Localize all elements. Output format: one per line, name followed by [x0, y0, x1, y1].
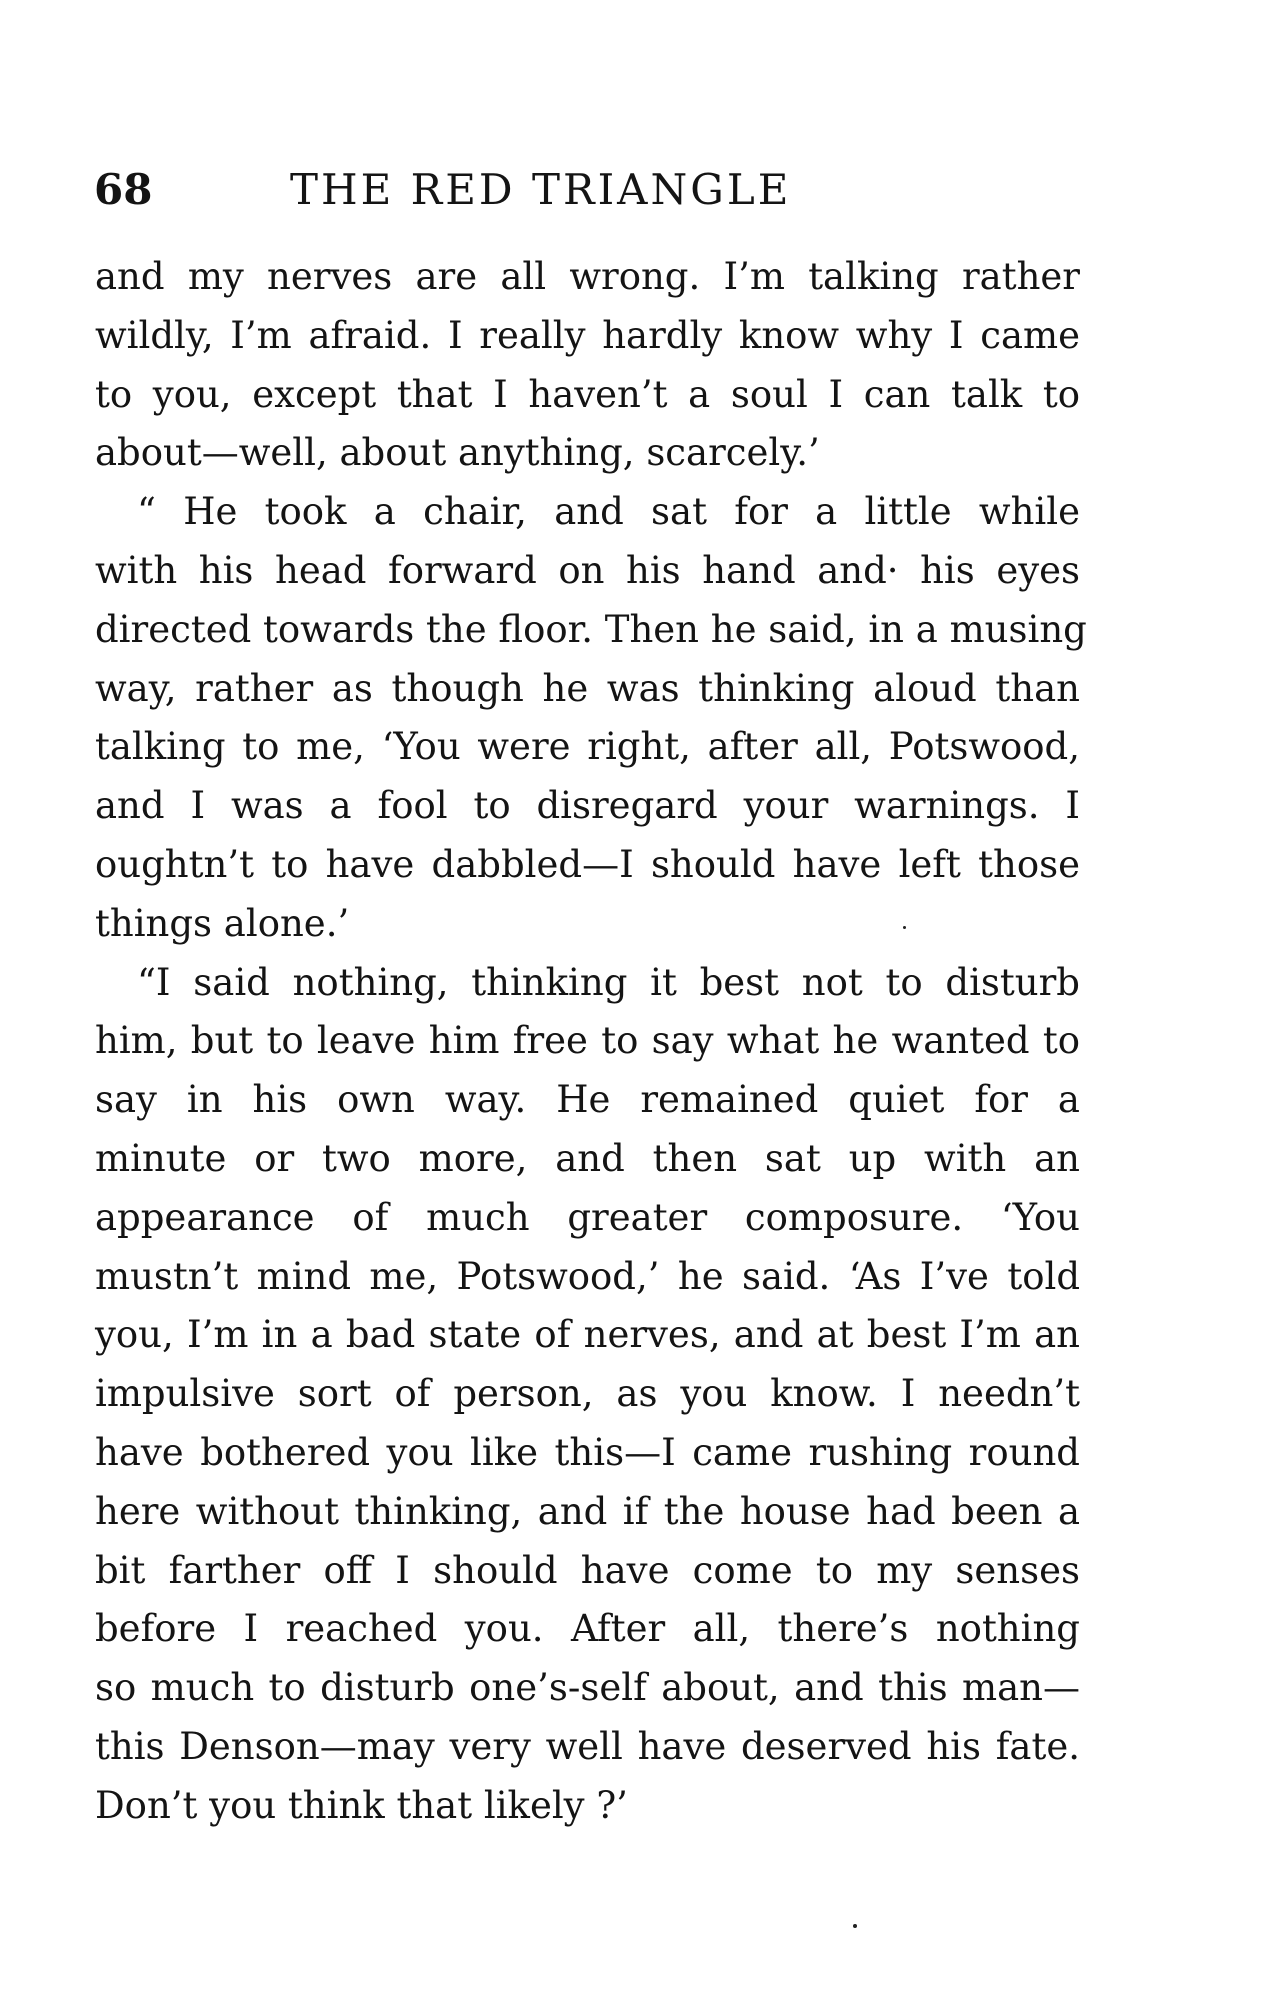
text-line: about—well, about anything, scarcely.’	[95, 431, 820, 475]
text-line: things alone.’	[95, 901, 350, 945]
text-line: “ He took a chair, and sat for a little while	[137, 490, 1080, 534]
text-line: talking to me, ‘You were right, after all, Potswood,	[95, 725, 1080, 769]
text-line: you, I’m in a bad state of nerves, and at best I’m an	[95, 1313, 1080, 1357]
text-line: directed towards the floor. Then he said, in a musing	[95, 607, 1087, 651]
text-line: impulsive sort of person, as you know. I needn’t	[95, 1372, 1080, 1416]
text-line: before I reached you. After all, there’s nothing	[95, 1607, 1080, 1651]
text-line: Don’t you think that likely ?’	[95, 1783, 628, 1827]
text-line: wildly, I’m afraid. I really hardly know why I came	[95, 313, 1080, 357]
paragraph	[95, 248, 1080, 483]
text-line: have bothered you like this—I came rushing round	[95, 1430, 1080, 1474]
print-speck	[903, 926, 906, 929]
book-title: THE RED TRIANGLE	[290, 165, 792, 214]
text-line: mustn’t mind me, Potswood,’ he said. ‘As I’ve told	[95, 1254, 1080, 1298]
text-line: and I was a fool to disregard your warnings. I	[95, 784, 1080, 828]
text-line: him, but to leave him free to say what he wanted to	[95, 1019, 1080, 1063]
running-head	[94, 160, 1084, 220]
text-line: say in his own way. He remained quiet for a	[95, 1078, 1080, 1122]
text-line: “I said nothing, thinking it best not to disturb	[137, 960, 1080, 1004]
text-line: with his head forward on his hand and· his eyes	[95, 548, 1080, 592]
body-text	[95, 248, 1087, 1836]
text-line: and my nerves are all wrong. I’m talking rather	[95, 255, 1080, 298]
paragraph	[95, 954, 1080, 1836]
text-line: here without thinking, and if the house had been a	[95, 1489, 1080, 1533]
text-line: oughtn’t to have dabbled—I should have left those	[95, 842, 1080, 886]
page-number: 68	[94, 165, 153, 214]
text-line: appearance of much greater composure. ‘You	[95, 1195, 1080, 1239]
text-line: so much to disturb one’s-self about, and this man—	[95, 1666, 1080, 1710]
paragraph	[95, 483, 1087, 953]
print-speck	[853, 1924, 857, 1928]
text-line: this Denson—may very well have deserved his fate.	[95, 1724, 1080, 1768]
text-line: way, rather as though he was thinking aloud than	[95, 666, 1080, 710]
text-line: bit farther off I should have come to my senses	[95, 1548, 1080, 1592]
text-line: minute or two more, and then sat up with an	[95, 1136, 1080, 1180]
text-line: to you, except that I haven’t a soul I can talk to	[95, 372, 1080, 416]
